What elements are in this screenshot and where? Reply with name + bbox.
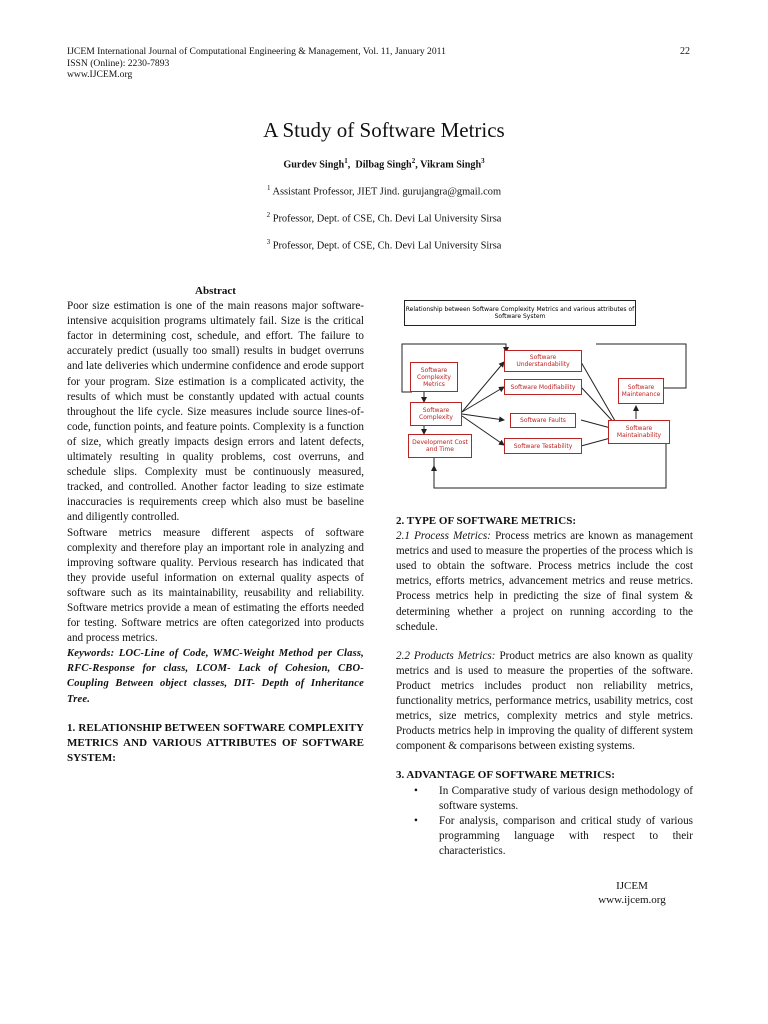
affiliation: [0, 211, 768, 224]
abstract-heading: Abstract: [195, 285, 236, 297]
box-modifiability: Software Modifiability: [504, 379, 582, 395]
box-maintenance: Software Maintenance: [618, 378, 664, 404]
process-metrics-paragraph: [396, 529, 693, 635]
subsection-label: 2.1 Process Metrics:: [396, 530, 491, 543]
issn: ISSN (Online): 2230-7893: [67, 57, 170, 69]
list-item: • In Comparative study of various design methodology of software systems.: [439, 784, 693, 814]
box-software-complexity: Software Complexity: [410, 402, 462, 426]
box-understandability: Software Understandability: [504, 350, 582, 372]
paper-title: A Study of Software Metrics: [263, 118, 505, 142]
box-maintainability: Software Maintainability: [608, 420, 670, 444]
left-column: [67, 284, 364, 766]
page-number: 22: [680, 46, 690, 57]
list-item: • For analysis, comparison and critical study of various programming language with respect to their characteristics.: [439, 814, 693, 859]
box-complexity-metrics: Software Complexity Metrics: [410, 362, 458, 392]
subsection-label: 2.2 Products Metrics:: [396, 649, 496, 662]
process-metrics-text: Process metrics are known as management metrics and used to measure the properties of the process which is used to obtain the software. Process metrics include the cost metrics, efforts metrics, advancement metrics and reuse metrics. Process metrics help in predicting the size of final system & determining whether a project on running according to the schedule.: [396, 530, 693, 633]
abstract-paragraph: Software metrics measure different aspects of software complexity and therefore play an important role in analyzing and improving software quality. Pervious research has indicated that they provide useful information on external quality aspects of software such as its maintainability, reusability and reliability. Software metrics provide a mean of estimating the efforts needed for testing. Software metrics are often categorized into products and process metrics.: [67, 526, 364, 645]
journal-header: [67, 46, 446, 81]
affiliation-sup: 3: [266, 238, 271, 246]
box-faults: Software Faults: [510, 413, 576, 428]
right-column: [396, 514, 693, 859]
footer-name: IJCEM: [616, 880, 648, 892]
product-metrics-paragraph: [396, 649, 693, 755]
author-name: Vikram Singh: [420, 159, 482, 171]
journal-website: www.IJCEM.org: [67, 69, 133, 80]
affiliation-sup: 2: [266, 211, 271, 219]
box-testability: Software Testability: [504, 438, 582, 454]
section-heading: 3. ADVANTAGE OF SOFTWARE METRICS:: [396, 769, 615, 782]
author-sup: 1: [344, 157, 348, 165]
diagram-title: Relationship between Software Complexity Metrics and various attributes of Software System: [404, 300, 636, 326]
author-sup: 3: [481, 157, 485, 165]
product-metrics-text: Product metrics are also known as quality metrics and is used to measure the properties of the software. Product metrics includes product non reliability metrics, functionality metrics, performance metrics, usability metrics, cost metrics, size metrics, complexity metrics and style metrics. Products metrics help in improving the quality of different system component & comparisons between existing systems.: [396, 649, 693, 753]
author-list: Gurdev Singh$^1$, Dilbag Singh$^2$, Vikram Singh$^3$: [283, 157, 485, 171]
author-name: Dilbag Singh: [355, 159, 412, 171]
affiliation-text: Assistant Professor, JIET Jind. gurujangra@gmail.com: [272, 186, 502, 198]
section-heading: 2. TYPE OF SOFTWARE METRICS:: [396, 515, 576, 527]
affiliation: [0, 184, 768, 197]
affiliation-text: Professor, Dept. of CSE, Ch. Devi Lal University Sirsa: [272, 240, 502, 252]
relationship-diagram: [396, 296, 696, 492]
author-name: Gurdev Singh: [283, 159, 345, 171]
page-footer: [592, 879, 672, 907]
affiliation-sup: 1: [266, 184, 271, 192]
box-development-cost: Development Cost and Time: [408, 434, 472, 458]
footer-website: www.ijcem.org: [598, 894, 666, 906]
journal-line: IJCEM International Journal of Computational Engineering & Management, Vol. 11, January 2011: [67, 46, 446, 57]
advantage-list: [396, 784, 693, 859]
affiliation-text: Professor, Dept. of CSE, Ch. Devi Lal University Sirsa: [272, 213, 502, 225]
author-sup: 2: [411, 157, 416, 165]
section-heading: 1. RELATIONSHIP BETWEEN SOFTWARE COMPLEXITY METRICS AND VARIOUS ATTRIBUTES OF SOFTWARE SYSTEM:: [67, 721, 364, 764]
affiliation: [0, 238, 768, 251]
abstract-paragraph: Poor size estimation is one of the main reasons major software-intensive acquisition programs ultimately fail. Size is the critical factor in determining cost, schedule, and effort. The failure to accurately predict (usually too small) results in budget overruns and late deliveries which undermine confidence and erode support for your program. Size estimation is a complicated activity, the results of which must be constantly updated with actual counts throughout the life cycle. Size measures include source lines-of-code, function points, and feature points. Complexity is a function of size, which greatly impacts design errors and latent defects, ultimately resulting in quality problems, cost overruns, and schedule slips. Complexity must be continuously measured, tracked, and controlled. Another factor leading to size estimate inaccuracies is requirements creep which also must be baseline and diligently controlled.: [67, 300, 364, 524]
keywords: Keywords: LOC-Line of Code, WMC-Weight Method per Class, RFC-Response for class, LCOM- Lack of Cohesion, CBO- Coupling Between object classes, DIT- Depth of Inheritance Tree.: [67, 648, 364, 705]
